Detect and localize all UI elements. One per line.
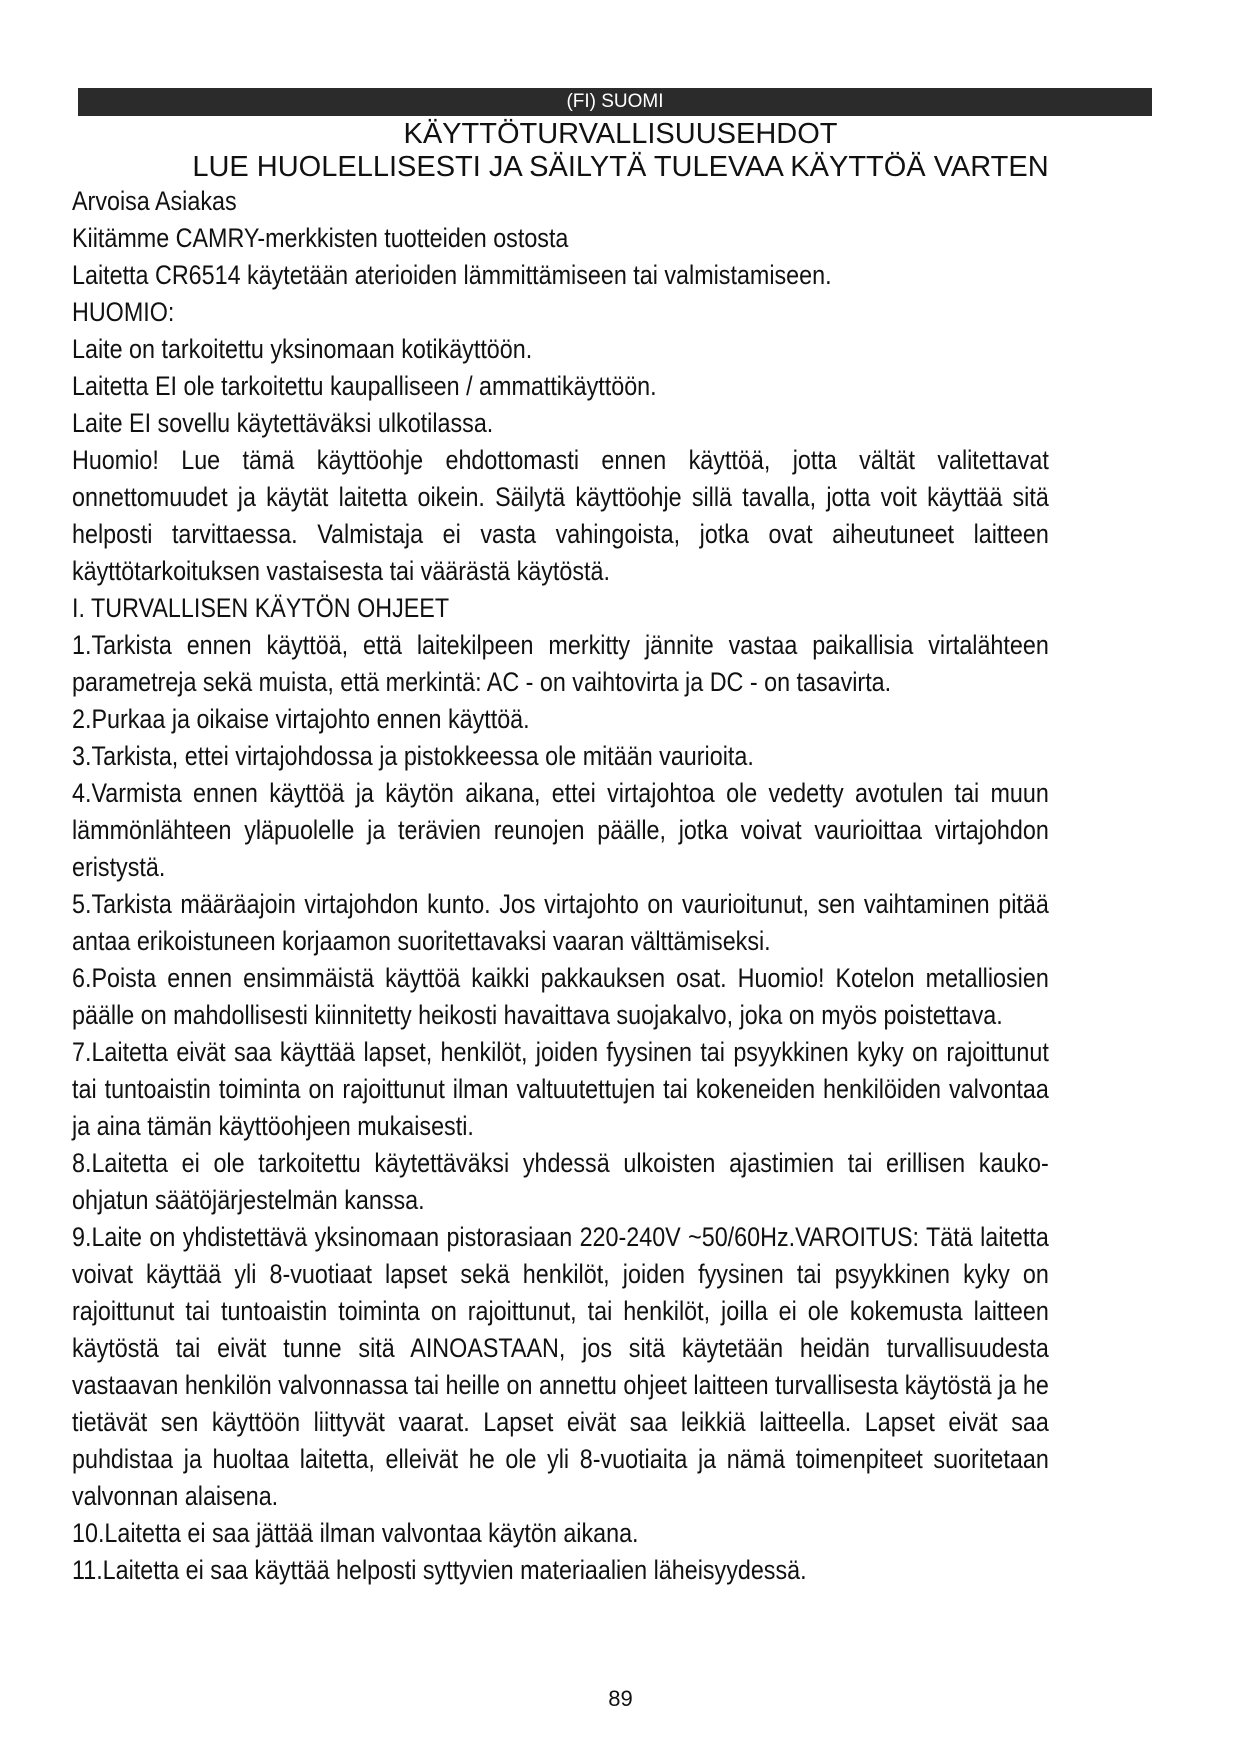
safety-item-5: 5.Tarkista määräajoin virtajohdon kunto. Jos virtajohto on vaurioitunut, sen vaihtaminen pitää antaa erikoistuneen korjaamon suoritettavaksi vaaran välttämiseksi. (72, 889, 1049, 956)
safety-item-6: 6.Poista ennen ensimmäistä käyttöä kaikki pakkauksen osat. Huomio! Kotelon metalliosien päälle on mahdollisesti kiinnitetty heikosti havaittava suojakalvo, joka on myös poistettava. (72, 963, 1049, 1030)
page-title: KÄYTTÖTURVALLISUUSEHDOT (403, 118, 838, 150)
safety-item-3: 3.Tarkista, ettei virtajohdossa ja pistokkeessa ole mitään vaurioita. (72, 741, 754, 771)
note-not-commercial: Laitetta EI ole tarkoitettu kaupalliseen / ammattikäyttöön. (72, 371, 657, 401)
safety-item-10: 10.Laitetta ei saa jättää ilman valvontaa käytön aikana. (72, 1518, 639, 1548)
safety-item-4: 4.Varmista ennen käyttöä ja käytön aikana, ettei virtajohtoa ole vedetty avotulen tai muun lämmönlähteen yläpuolelle ja terävien reunojen päälle, jotka voivat vaurioittaa virtajohdon eristystä. (72, 778, 1049, 882)
note-heading: HUOMIO: (72, 297, 175, 327)
warning-paragraph: Huomio! Lue tämä käyttöohje ehdottomasti ennen käyttöä, jotta vältät valitettavat onnettomuudet ja käytät laitetta oikein. Säilytä käyttöohje sillä tavalla, jotta voit käyttää sitä helposti tarvittaessa. Valmistaja ei vasta vahingoista, jotka ovat aiheutuneet laitteen käyttötarkoituksen vastaisesta tai väärästä käytöstä. (72, 445, 1049, 586)
language-banner: (FI) SUOMI (78, 88, 1152, 116)
safety-item-7: 7.Laitetta eivät saa käyttää lapset, henkilöt, joiden fyysinen tai psyykkinen kyky on rajoittunut tai tuntoaistin toiminta on rajoittunut ilman valtuutettujen tai kokeneiden henkilöiden valvontaa ja aina tämän käyttöohjeen mukaisesti. (72, 1037, 1049, 1141)
safety-item-11: 11.Laitetta ei saa käyttää helposti syttyvien materiaalien läheisyydessä. (72, 1555, 807, 1585)
thanks-line: Kiitämme CAMRY-merkkisten tuotteiden ostosta (72, 223, 569, 253)
page-subtitle: LUE HUOLELLISESTI JA SÄILYTÄ TULEVAA KÄYTTÖÄ VARTEN (192, 151, 1049, 183)
safety-item-1: 1.Tarkista ennen käyttöä, että laitekilpeen merkitty jännite vastaa paikallisia virtalähteen parametreja sekä muista, että merkintä: AC - on vaihtovirta ja DC - on tasavirta. (72, 630, 1049, 697)
note-home-use: Laite on tarkoitettu yksinomaan kotikäyttöön. (72, 334, 533, 364)
section-heading: I. TURVALLISEN KÄYTÖN OHJEET (72, 593, 450, 623)
safety-item-8: 8.Laitetta ei ole tarkoitettu käytettäväksi yhdessä ulkoisten ajastimien tai erillisen kauko-ohjatun säätöjärjestelmän kanssa. (72, 1148, 1049, 1215)
safety-item-2: 2.Purkaa ja oikaise virtajohto ennen käyttöä. (72, 704, 530, 734)
purpose-line: Laitetta CR6514 käytetään aterioiden lämmittämiseen tai valmistamiseen. (72, 260, 832, 290)
page-number: 89 (608, 1686, 633, 1711)
safety-item-9: 9.Laite on yhdistettävä yksinomaan pistorasiaan 220-240V ~50/60Hz.VAROITUS: Tätä laitetta voivat käyttää yli 8-vuotiaat lapset sekä henkilöt, joiden fyysinen tai psyykkinen kyky on rajoittunut tai tuntoaistin toiminta on rajoittunut, tai henkilöt, joilla ei ole kokemusta laitteen käytöstä tai eivät tunne sitä AINOASTAAN, jos sitä käytetään heidän turvallisuudesta vastaavan henkilön valvonnassa tai heille on annettu ohjeet laitteen turvallisesta käytöstä ja he tietävät sen käyttöön liittyvät vaarat. Lapset eivät saa leikkiä laitteella. Lapset eivät saa puhdistaa ja huoltaa laitetta, elleivät he ole yli 8-vuotiaita ja nämä toimenpiteet suoritetaan valvonnan alaisena. (72, 1222, 1049, 1511)
greeting: Arvoisa Asiakas (72, 186, 237, 216)
document-body (72, 183, 1049, 1589)
note-not-outdoor: Laite EI sovellu käytettäväksi ulkotilassa. (72, 408, 494, 438)
